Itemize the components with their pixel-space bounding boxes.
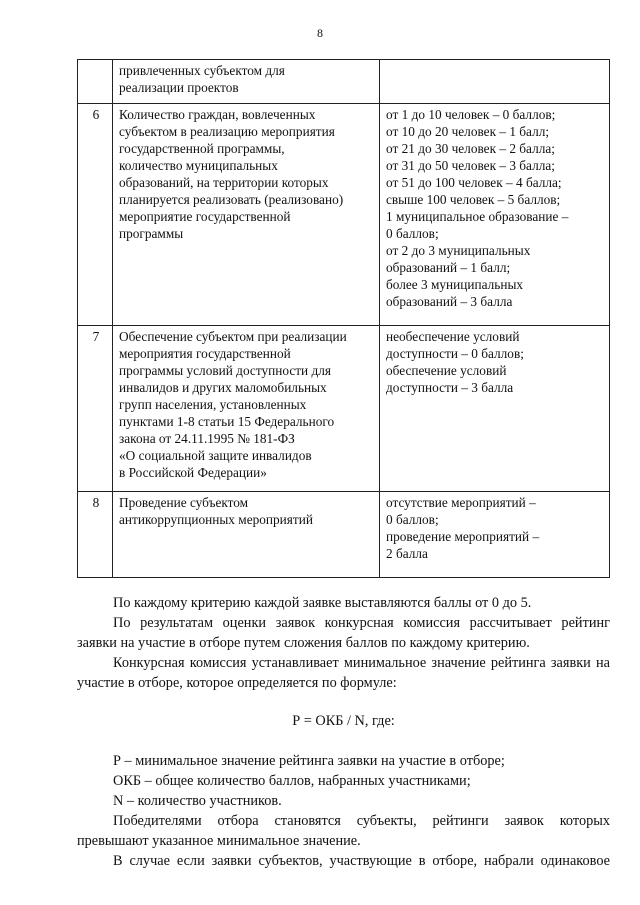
- page-number: 8: [317, 26, 323, 40]
- score-text: [380, 326, 610, 492]
- criterion-text: [113, 60, 380, 104]
- score-line: 2 балла: [386, 546, 428, 561]
- criterion-line: Обеспечение субъектом при реализации: [119, 329, 347, 344]
- score-line: от 2 до 3 муниципальных: [386, 243, 531, 258]
- definition-n: N – количество участников.: [113, 793, 282, 809]
- criterion-line: программы условий доступности для: [119, 363, 331, 378]
- criterion-line: государственной программы,: [119, 141, 285, 156]
- table-row: [78, 326, 610, 492]
- score-text: [380, 60, 610, 104]
- criterion-line: реализации проектов: [119, 80, 239, 95]
- score-text: [380, 104, 610, 326]
- criterion-line: антикоррупционных мероприятий: [119, 512, 313, 527]
- paragraph-equal-scores: В случае если заявки субъектов, участвующие в отборе, набрали одинаковое: [113, 853, 610, 869]
- score-line: образований – 3 балла: [386, 294, 513, 309]
- criterion-line: Количество граждан, вовлеченных: [119, 107, 316, 122]
- score-line: доступности – 3 балла: [386, 380, 514, 395]
- score-line: образований – 1 балл;: [386, 260, 511, 275]
- criterion-number: [78, 60, 113, 104]
- score-line: необеспечение условий: [386, 329, 520, 344]
- score-line: обеспечение условий: [386, 363, 507, 378]
- score-line: 0 баллов;: [386, 512, 439, 527]
- criterion-line: программы: [119, 226, 184, 241]
- table-row: [78, 492, 610, 578]
- score-text: [380, 492, 610, 578]
- paragraph-rating-calc: По результатам оценки заявок конкурсная комиссия рассчитывает рейтинг заявки на участие в отборе путем сложения баллов по каждому критерию.: [77, 615, 610, 651]
- criterion-line: количество муниципальных: [119, 158, 278, 173]
- score-line: проведение мероприятий –: [386, 529, 540, 544]
- criterion-number: 6: [78, 104, 113, 326]
- paragraph-min-rating: Конкурсная комиссия устанавливает минимальное значение рейтинга заявки на участие в отборе, которое определяется по формуле:: [77, 655, 610, 691]
- score-line: от 51 до 100 человек – 4 балла;: [386, 175, 562, 190]
- score-line: доступности – 0 баллов;: [386, 346, 524, 361]
- criterion-line: «О социальной защите инвалидов: [119, 448, 312, 463]
- criterion-number: 7: [78, 326, 113, 492]
- criterion-line: в Российской Федерации»: [119, 465, 267, 480]
- score-line: от 21 до 30 человек – 2 балла;: [386, 141, 555, 156]
- criterion-line: инвалидов и других маломобильных: [119, 380, 327, 395]
- table-row: [78, 60, 610, 104]
- criterion-text: [113, 104, 380, 326]
- score-line: от 31 до 50 человек – 3 балла;: [386, 158, 555, 173]
- score-line: отсутствие мероприятий –: [386, 495, 536, 510]
- criterion-line: Проведение субъектом: [119, 495, 249, 510]
- score-line: свыше 100 человек – 5 баллов;: [386, 192, 561, 207]
- criterion-line: привлеченных субъектом для: [119, 63, 285, 78]
- score-line: от 10 до 20 человек – 1 балл;: [386, 124, 550, 139]
- paragraph-scoring-range: По каждому критерию каждой заявке выставляются баллы от 0 до 5.: [113, 595, 532, 611]
- score-line: от 1 до 10 человек – 0 баллов;: [386, 107, 556, 122]
- score-line: более 3 муниципальных: [386, 277, 524, 292]
- definition-okb: ОКБ – общее количество баллов, набранных участниками;: [113, 773, 471, 789]
- criteria-table: [77, 59, 610, 578]
- criterion-line: субъектом в реализацию мероприятия: [119, 124, 335, 139]
- body-text: [77, 593, 610, 871]
- criterion-number: 8: [78, 492, 113, 578]
- criterion-text: [113, 326, 380, 492]
- definition-p: Р – минимальное значение рейтинга заявки на участие в отборе;: [113, 753, 505, 769]
- criterion-line: образований, на территории которых: [119, 175, 329, 190]
- criterion-line: планируется реализовать (реализовано): [119, 192, 344, 207]
- criterion-line: групп населения, установленных: [119, 397, 307, 412]
- criterion-line: мероприятия государственной: [119, 346, 291, 361]
- criterion-line: закона от 24.11.1995 № 181-ФЗ: [119, 431, 295, 446]
- criterion-text: [113, 492, 380, 578]
- table-row: [78, 104, 610, 326]
- score-line: 0 баллов;: [386, 226, 439, 241]
- paragraph-winners: Победителями отбора становятся субъекты, рейтинги заявок которых превышают указанное минимальное значение.: [77, 813, 610, 849]
- criterion-line: пунктами 1-8 статьи 15 Федерального: [119, 414, 335, 429]
- score-line: 1 муниципальное образование –: [386, 209, 569, 224]
- criterion-line: мероприятие государственной: [119, 209, 291, 224]
- rating-formula: Р = ОКБ / N, где:: [292, 713, 395, 729]
